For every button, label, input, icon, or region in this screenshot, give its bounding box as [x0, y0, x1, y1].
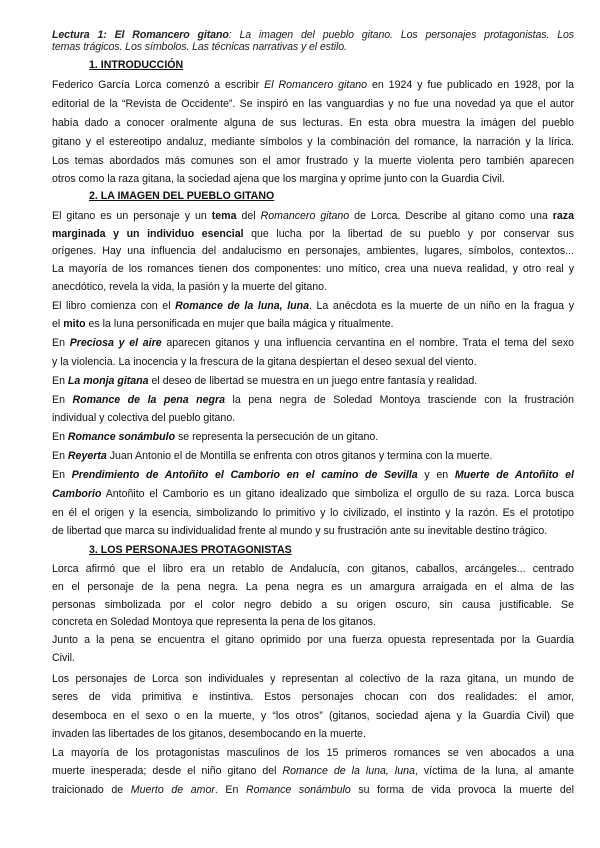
paragraph-line: de libertad que marca su individualidad frente al mundo y su frustración ante su inevitable destino trágico. [52, 525, 548, 537]
paragraph-line: invaden las libertades de los gitanos, desembocando en la muerte. [52, 728, 366, 740]
paragraph-line: el mito es la luna personificada en mujer que baila mágica y ritualmente. [52, 318, 394, 330]
paragraph-line: En Reyerta Juan Antonio el de Montilla se enfrenta con otros gitanos y termina con la muerte. [52, 450, 493, 462]
paragraph-line: orígenes. Hay una influencia del andalucismo en personajes, ambientes, lugares, símbolos, contextos... [52, 245, 574, 257]
paragraph-line: Junto a la pena se encuentra el gitano oprimido por una fuerza opuesta representada por la Guardia [52, 634, 574, 646]
paragraph-line: Los temas abordados más comunes son el amor frustrado y la muerte violenta pero también aparecen [52, 155, 574, 167]
paragraph-line: personas simbolizada por el color negro debido a su origen oscuro, sin causa justificable. Se [52, 599, 574, 611]
paragraph-line: Federico García Lorca comenzó a escribir El Romancero gitano en 1924 y fue publicado en 1928, por la [52, 79, 574, 91]
paragraph-line: editorial de la “Revista de Occidente”. Se inspiró en las vanguardias y no fue una novedad ya que el autor [52, 98, 574, 110]
paragraph-line: anecdótico, revela la vida, la pasión y la muerte del gitano. [52, 281, 328, 293]
paragraph-line: individual y colectiva del pueblo gitano. [52, 412, 236, 424]
paragraph-line: Camborio Antoñito el Camborio es un gitano idealizado que simboliza el orgullo de su raza. Lorca busca [52, 488, 574, 500]
section-heading-introduccion: 1. INTRODUCCIÓN [89, 59, 184, 71]
paragraph-line: muerte inesperada; desde el niño gitano del Romance de la luna, luna, víctima de la luna, al amante [52, 765, 574, 777]
paragraph-line: seres de vida primitiva e instintiva. Estos personajes chocan con dos realidades: el amor, [52, 691, 574, 703]
paragraph-line: El libro comienza con el Romance de la luna, luna. La anécdota es la muerte de un niño en la fragua y [52, 300, 574, 312]
paragraph-line: marginada y un individuo esencial que lucha por la libertad de su pueblo y por conservar sus [52, 228, 575, 240]
paragraph-line: desemboca en el sexo o en la muerte, y “los otros” (gitanos, sociedad ajena y la Guardia Civil) que [52, 710, 574, 722]
paragraph-line: otros como la raza gitana, la sociedad ajena que los margina y oprime junto con la Guardia Civil. [52, 173, 505, 185]
document-subtitle: : La imagen del pueblo gitano. Los personajes protagonistas. Los [228, 29, 574, 41]
paragraph-line: En Prendimiento de Antoñito el Camborio en el camino de Sevilla y en Muerte de Antoñito el [52, 469, 574, 481]
paragraph-line: en él el origen y la esencia, simbolizando lo primitivo y lo civilizado, el instinto y la razón. Es el prototipo [52, 507, 574, 519]
paragraph-line: había dado a conocer oralmente alguna de sus lecturas. En esta obra muestra la imágen del pueblo [52, 117, 574, 129]
paragraph-line: traicionado de Muerto de amor. En Romance sonámbulo su forma de vida provoca la muerte del [52, 784, 574, 796]
paragraph-line: Lorca afirmó que el libro era un retablo de Andalucía, con gitanos, caballos, arcángeles... centrado [52, 563, 574, 575]
paragraph-line: En La monja gitana el deseo de libertad se muestra en un juego entre fantasía y realidad. [52, 375, 478, 387]
paragraph-line: Los personajes de Lorca son individuales y representan al colectivo de la raza gitana, un mundo de [52, 673, 574, 685]
document-title: Lectura 1: El Romancero gitano [52, 29, 229, 41]
paragraph-line: concreta en Soledad Montoya que representa la pena de los gitanos. [52, 616, 376, 628]
section-heading-imagen: 2. LA IMAGEN DEL PUEBLO GITANO [89, 190, 275, 202]
paragraph-line: en el personaje de la pena negra. La pena negra es un amargura arraigada en el alma de las [52, 581, 574, 593]
paragraph-line: En Romance de la pena negra la pena negra de Soledad Montoya trasciende con la frustración [52, 394, 575, 406]
paragraph-line: La mayoría de los romances tienen dos componentes: uno mítico, crea una nueva realidad, y otro real y [52, 263, 574, 275]
paragraph-line: y la violencia. La inocencia y la frescura de la gitana despiertan el deseo sexual del viento. [52, 356, 477, 368]
paragraph-line: Civil. [52, 652, 75, 664]
section-heading-personajes: 3. LOS PERSONAJES PROTAGONISTAS [89, 544, 292, 556]
paragraph-line: En Romance sonámbulo se representa la persecución de un gitano. [52, 431, 379, 443]
paragraph-line: La mayoría de los protagonistas masculinos de los 15 primeros romances se ven abocados a una [52, 747, 574, 759]
document-header-line2: temas trágicos. Los símbolos. Las técnicas narrativas y el estilo. [52, 41, 347, 53]
paragraph-line: gitano y el estereotipo andaluz, mediante símbolos y la combinación del romance, la narración y la lírica. [52, 136, 574, 148]
paragraph-line: El gitano es un personaje y un tema del Romancero gitano de Lorca. Describe al gitano como una raza [52, 210, 574, 222]
paragraph-line: En Preciosa y el aire aparecen gitanos y una influencia cervantina en el nombre. Trata el tema del sexo [52, 337, 575, 349]
